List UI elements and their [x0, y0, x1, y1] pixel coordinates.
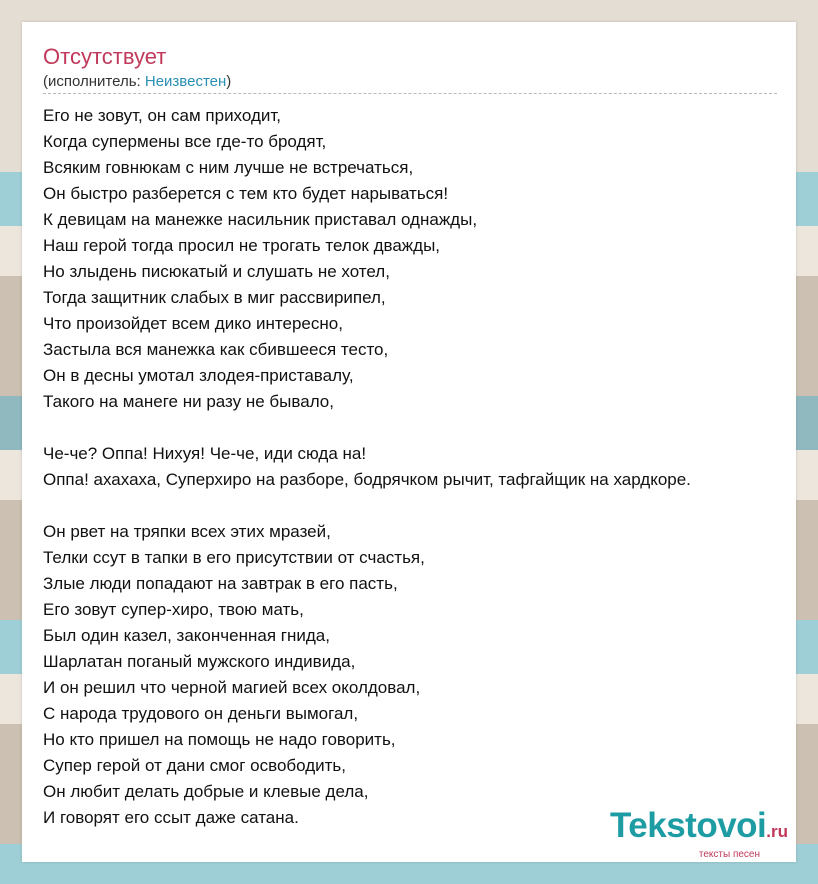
lyrics-line: К девицам на манежке насильник приставал однажды,: [43, 210, 478, 229]
site-logo[interactable]: [610, 808, 788, 860]
logo-name: Tekstovoi: [609, 806, 767, 845]
lyrics-line: Шарлатан поганый мужского индивида,: [43, 652, 356, 671]
logo-wordmark: [610, 808, 788, 850]
lyrics-line: Супер герой от дани смог освободить,: [43, 756, 347, 775]
lyrics-line: И говорят его ссыт даже сатана.: [43, 808, 299, 827]
artist-link[interactable]: Неизвестен: [144, 73, 227, 90]
lyrics-line: Его не зовут, он сам приходит,: [43, 106, 281, 125]
lyrics-line: И он решил что черной магией всех околдовал,: [43, 678, 421, 697]
dashed-divider: [43, 93, 777, 94]
lyrics-line: Злые люди попадают на завтрак в его пасть,: [43, 574, 398, 593]
lyrics-line: Оппа! ахахаха, Суперхиро на разборе, бодрячком рычит, тафгайщик на хардкоре.: [43, 470, 691, 489]
logo-tagline: тексты песен: [698, 849, 760, 860]
lyrics-line: Такого на манеге ни разу не бывало,: [43, 392, 334, 411]
logo-domain: .ru: [766, 822, 788, 841]
lyrics-line: Он рвет на тряпки всех этих мразей,: [43, 522, 331, 541]
lyrics-line: Когда супермены все где-то бродят,: [43, 132, 327, 151]
lyrics-line: Он в десны умотал злодея-приставалу,: [43, 366, 354, 385]
lyrics-line: Телки ссут в тапки в его присутствии от счастья,: [43, 548, 425, 567]
lyrics-line: С народа трудового он деньги вымогал,: [43, 704, 359, 723]
lyrics-blank-line: [43, 493, 818, 519]
lyrics-line: Всяким говнюкам с ним лучше не встречаться,: [43, 158, 414, 177]
lyrics-text: [43, 103, 818, 831]
song-subtitle: [43, 73, 231, 90]
lyrics-line: Что произойдет всем дико интересно,: [43, 314, 343, 333]
lyrics-line: Его зовут супер-хиро, твою мать,: [43, 600, 304, 619]
artist-prefix: (исполнитель:: [43, 73, 145, 90]
lyrics-line: Он любит делать добрые и клевые дела,: [43, 782, 369, 801]
lyrics-card: [22, 22, 796, 862]
lyrics-line: Но кто пришел на помощь не надо говорить,: [43, 730, 396, 749]
lyrics-line: Но злыдень писюкатый и слушать не хотел,: [43, 262, 390, 281]
lyrics-blank-line: [43, 415, 818, 441]
lyrics-line: Застыла вся манежка как сбившееся тесто,: [43, 340, 389, 359]
lyrics-line: Был один казел, законченная гнида,: [43, 626, 330, 645]
lyrics-line: Тогда защитник слабых в миг рассвирипел,: [43, 288, 386, 307]
artist-suffix: ): [226, 73, 232, 90]
song-title: Отсутствует: [43, 44, 167, 69]
lyrics-line: Че-че? Оппа! Нихуя! Че-че, иди сюда на!: [43, 444, 367, 463]
lyrics-line: Он быстро разберется с тем кто будет нарываться!: [43, 184, 449, 203]
lyrics-line: Наш герой тогда просил не трогать телок дважды,: [43, 236, 441, 255]
